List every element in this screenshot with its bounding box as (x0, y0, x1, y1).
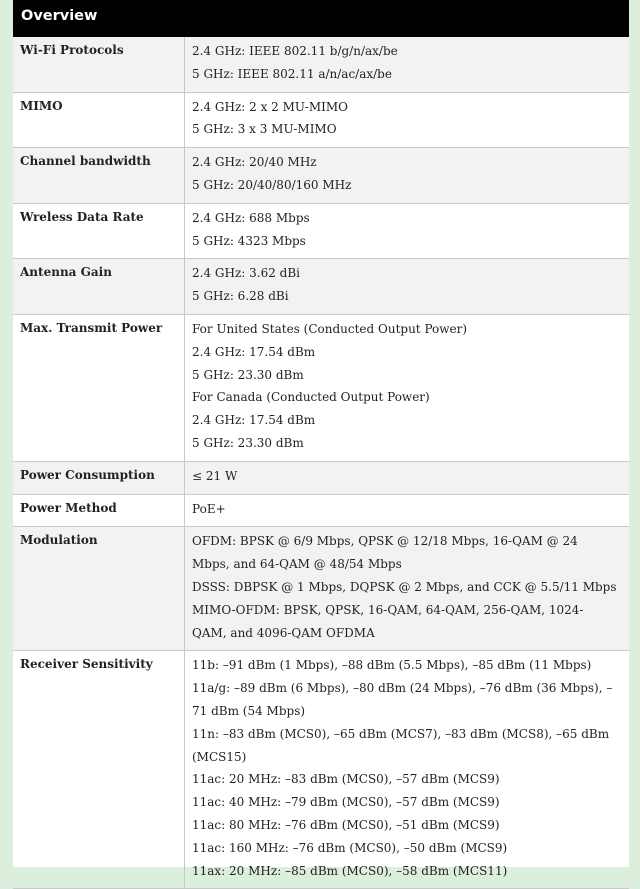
spec-value-line: 5 GHz: 4323 Mbps (192, 233, 306, 248)
spec-value-cell (185, 651, 630, 889)
spec-value-line: 5 GHz: 6.28 dBi (192, 289, 289, 304)
spec-row (13, 259, 629, 315)
spec-row (13, 37, 629, 92)
spec-row (13, 148, 629, 204)
spec-value-line: 2.4 GHz: 20/40 MHz (192, 155, 317, 170)
spec-value-line: 11n: –83 dBm (MCS0), –65 dBm (MCS7), –83 dBm (MCS8), –65 dBm (MCS15) (192, 726, 610, 764)
spec-value-cell (185, 527, 630, 651)
spec-sheet (13, 0, 629, 878)
spec-value-line: 11ac: 20 MHz: –83 dBm (MCS0), –57 dBm (MCS9) (192, 772, 500, 787)
spec-value-line: 5 GHz: 23.30 dBm (192, 435, 304, 450)
spec-label: Max. Transmit Power (13, 314, 185, 461)
spec-value-cell (185, 92, 630, 148)
spec-value-line: 5 GHz: 23.30 dBm (192, 367, 304, 382)
spec-label: Antenna Gain (13, 259, 185, 315)
spec-row (13, 203, 629, 259)
spec-value-line: 5 GHz: IEEE 802.11 a/n/ac/ax/be (192, 66, 392, 81)
spec-row (13, 92, 629, 148)
spec-row (13, 527, 629, 651)
section-title: Overview (13, 0, 629, 37)
spec-value-line: 11ax: 20 MHz: –85 dBm (MCS0), –58 dBm (MCS11) (192, 863, 508, 878)
spec-row (13, 651, 629, 889)
spec-label: Wi-Fi Protocols (13, 37, 185, 92)
spec-value-cell (185, 148, 630, 204)
spec-value-line: 2.4 GHz: 17.54 dBm (192, 344, 316, 359)
spec-value-cell (185, 37, 630, 92)
spec-value-line: 11a/g: –89 dBm (6 Mbps), –80 dBm (24 Mbps), –76 dBm (36 Mbps), –71 dBm (54 Mbps) (192, 681, 613, 718)
spec-value-line: 11ac: 80 MHz: –76 dBm (MCS0), –51 dBm (MCS9) (192, 817, 500, 832)
spec-value-line: For Canada (Conducted Output Power) (192, 390, 430, 405)
spec-value-line: 2.4 GHz: 3.62 dBi (192, 266, 300, 281)
spec-row (13, 494, 629, 527)
spec-label: Receiver Sensitivity (13, 651, 185, 889)
spec-row (13, 461, 629, 494)
spec-value-line: 2.4 GHz: 2 x 2 MU-MIMO (192, 99, 349, 114)
spec-label: Wreless Data Rate (13, 203, 185, 259)
spec-value-cell (185, 494, 630, 527)
spec-value-cell (185, 203, 630, 259)
spec-value-line: OFDM: BPSK @ 6/9 Mbps, QPSK @ 12/18 Mbps, 16-QAM @ 24 Mbps, and 64-QAM @ 48/54 Mbps (192, 534, 578, 572)
spec-label: Modulation (13, 527, 185, 651)
spec-value-line: For United States (Conducted Output Power) (192, 321, 468, 336)
spec-value-line: 11b: –91 dBm (1 Mbps), –88 dBm (5.5 Mbps), –85 dBm (11 Mbps) (192, 658, 592, 673)
spec-value-line: MIMO-OFDM: BPSK, QPSK, 16-QAM, 64-QAM, 256-QAM, 1024-QAM, and 4096-QAM OFDMA (192, 602, 584, 640)
spec-value-line: 11ac: 40 MHz: –79 dBm (MCS0), –57 dBm (MCS9) (192, 795, 500, 810)
spec-value-line: DSSS: DBPSK @ 1 Mbps, DQPSK @ 2 Mbps, and CCK @ 5.5/11 Mbps (192, 579, 617, 594)
spec-value-cell (185, 314, 630, 461)
spec-label: Channel bandwidth (13, 148, 185, 204)
spec-value-line: 5 GHz: 20/40/80/160 MHz (192, 177, 352, 192)
spec-table-body (13, 37, 629, 889)
spec-label: MIMO (13, 92, 185, 148)
spec-table (13, 37, 629, 889)
spec-value-cell (185, 461, 630, 494)
spec-label: Power Method (13, 494, 185, 527)
spec-value-line: 2.4 GHz: 688 Mbps (192, 210, 310, 225)
spec-value-line: 5 GHz: 3 x 3 MU-MIMO (192, 122, 337, 137)
spec-value-line: ≤ 21 W (192, 468, 238, 483)
spec-row (13, 314, 629, 461)
spec-value-line: PoE+ (192, 501, 226, 516)
spec-label: Power Consumption (13, 461, 185, 494)
spec-value-line: 2.4 GHz: 17.54 dBm (192, 413, 316, 428)
spec-value-cell (185, 259, 630, 315)
spec-value-line: 11ac: 160 MHz: –76 dBm (MCS0), –50 dBm (MCS9) (192, 840, 508, 855)
spec-value-line: 2.4 GHz: IEEE 802.11 b/g/n/ax/be (192, 44, 398, 58)
